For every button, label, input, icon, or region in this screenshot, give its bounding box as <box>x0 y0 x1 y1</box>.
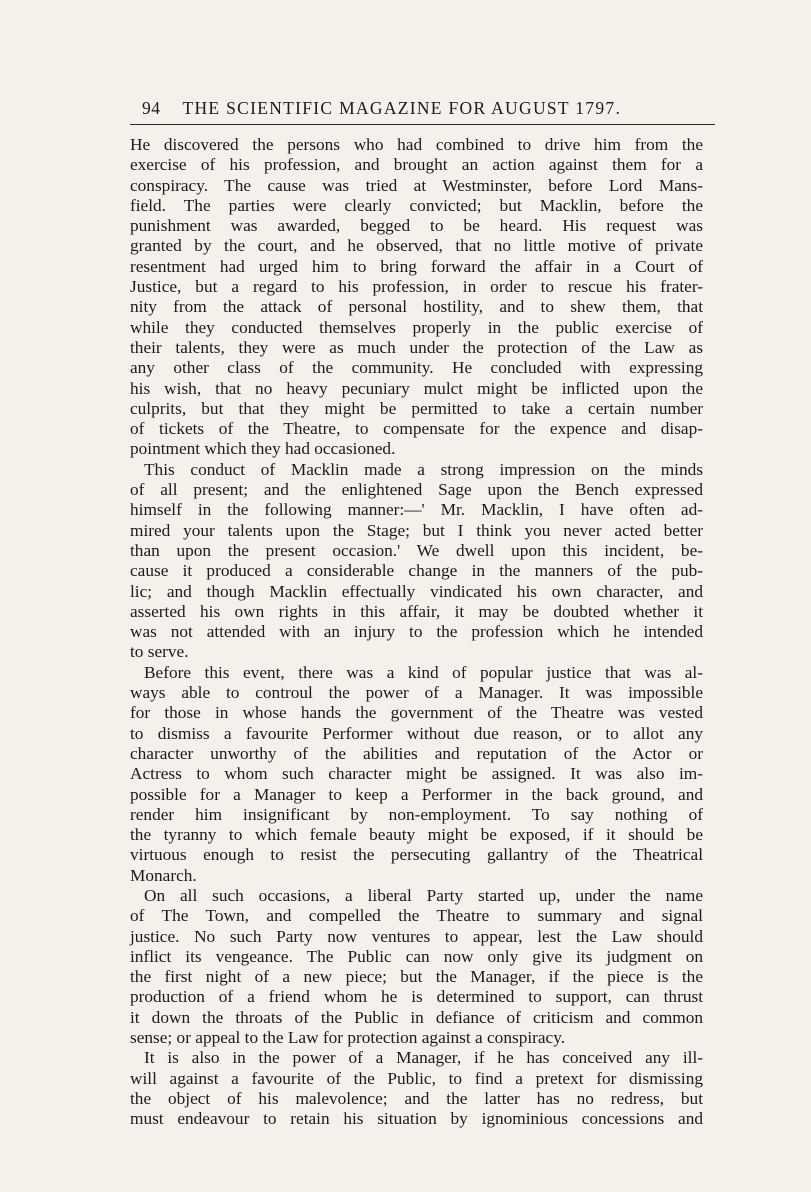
text-line: to serve. <box>130 642 189 662</box>
text-line: exercise of his profession, and brought an action against them for a <box>130 155 703 175</box>
text-line: mired your talents upon the Stage; but I think you never acted better <box>130 520 703 540</box>
text-line: sense; or appeal to the Law for protection against a conspiracy. <box>130 1028 566 1048</box>
page-number: 94 <box>142 98 161 118</box>
text-line: nity from the attack of personal hostility, and to shew them, that <box>130 297 703 317</box>
text-line: lic; and though Macklin effectually vindicated his own character, and <box>130 581 703 601</box>
text-line: it down the throats of the Public in defiance of criticism and common <box>130 1007 703 1027</box>
text-line: It is also in the power of a Manager, if he has conceived any ill- <box>144 1048 703 1068</box>
text-line: their talents, they were as much under the protection of the Law as <box>130 337 703 357</box>
text-line: justice. No such Party now ventures to appear, lest the Law should <box>130 926 703 946</box>
text-line: than upon the present occasion.' We dwell upon this incident, be- <box>130 540 703 560</box>
text-line: pointment which they had occasioned. <box>130 439 396 459</box>
text-line: the first night of a new piece; but the Manager, if the piece is the <box>130 967 703 987</box>
text-line: asserted his own rights in this affair, it may be doubted whether it <box>130 601 703 621</box>
text-line: Actress to whom such character might be assigned. It was also im- <box>130 764 703 784</box>
text-line: the tyranny to which female beauty might be exposed, if it should be <box>130 825 703 845</box>
text-line: punishment was awarded, begged to be heard. His request was <box>130 216 703 236</box>
text-line: himself in the following manner:—' Mr. Macklin, I have often ad- <box>130 500 703 520</box>
text-line: will against a favourite of the Public, to find a pretext for dismissing <box>130 1068 703 1088</box>
text-line: production of a friend whom he is determined to support, can thrust <box>130 987 703 1007</box>
text-line: field. The parties were clearly convicted; but Macklin, before the <box>130 195 703 215</box>
text-line: for those in whose hands the government of the Theatre was vested <box>130 703 703 723</box>
text-line: conspiracy. The cause was tried at Westminster, before Lord Mans- <box>130 175 703 195</box>
text-line: This conduct of Macklin made a strong impression on the minds <box>144 459 703 479</box>
running-head <box>130 98 715 125</box>
running-title: THE SCIENTIFIC MAGAZINE FOR AUGUST 1797. <box>182 98 622 118</box>
text-line: must endeavour to retain his situation by ignominious concessions and <box>130 1109 703 1129</box>
text-line: inflict its vengeance. The Public can now only give its judgment on <box>130 946 703 966</box>
text-line: of all present; and the enlightened Sage upon the Bench expressed <box>130 480 703 500</box>
text-line: character unworthy of the abilities and reputation of the Actor or <box>130 743 703 763</box>
text-line: virtuous enough to resist the persecuting gallantry of the Theatrical <box>130 845 703 865</box>
body-text <box>130 135 703 1130</box>
text-line: ways able to controul the power of a Manager. It was impossible <box>130 683 703 703</box>
text-line: Monarch. <box>130 865 197 885</box>
text-line: of tickets of the Theatre, to compensate for the expence and disap- <box>130 419 703 439</box>
text-line: while they conducted themselves properly in the public exercise of <box>130 317 703 337</box>
text-line: culprits, but that they might be permitted to take a certain number <box>130 398 703 418</box>
text-line: to dismiss a favourite Performer without due reason, or to allot any <box>130 723 703 743</box>
text-line: cause it produced a considerable change in the manners of the pub- <box>130 561 703 581</box>
text-line: granted by the court, and he observed, that no little motive of private <box>130 236 703 256</box>
text-line: his wish, that no heavy pecuniary mulct might be inflicted upon the <box>130 378 703 398</box>
text-line: He discovered the persons who had combined to drive him from the <box>130 135 703 154</box>
text-line: was not attended with an injury to the profession which he intended <box>130 622 703 642</box>
text-line: render him insignificant by non-employment. To say nothing of <box>130 804 703 824</box>
text-line: the object of his malevolence; and the latter has no redress, but <box>130 1088 703 1108</box>
text-line: On all such occasions, a liberal Party started up, under the name <box>144 885 703 905</box>
text-line: any other class of the community. He concluded with expressing <box>130 358 703 378</box>
text-line: resentment had urged him to bring forward the affair in a Court of <box>130 256 703 276</box>
text-line: Justice, but a regard to his profession, in order to rescue his frater- <box>130 277 703 297</box>
text-line: possible for a Manager to keep a Performer in the back ground, and <box>130 784 703 804</box>
text-line: Before this event, there was a kind of popular justice that was al- <box>144 662 703 682</box>
text-line: of The Town, and compelled the Theatre to summary and signal <box>130 906 703 926</box>
